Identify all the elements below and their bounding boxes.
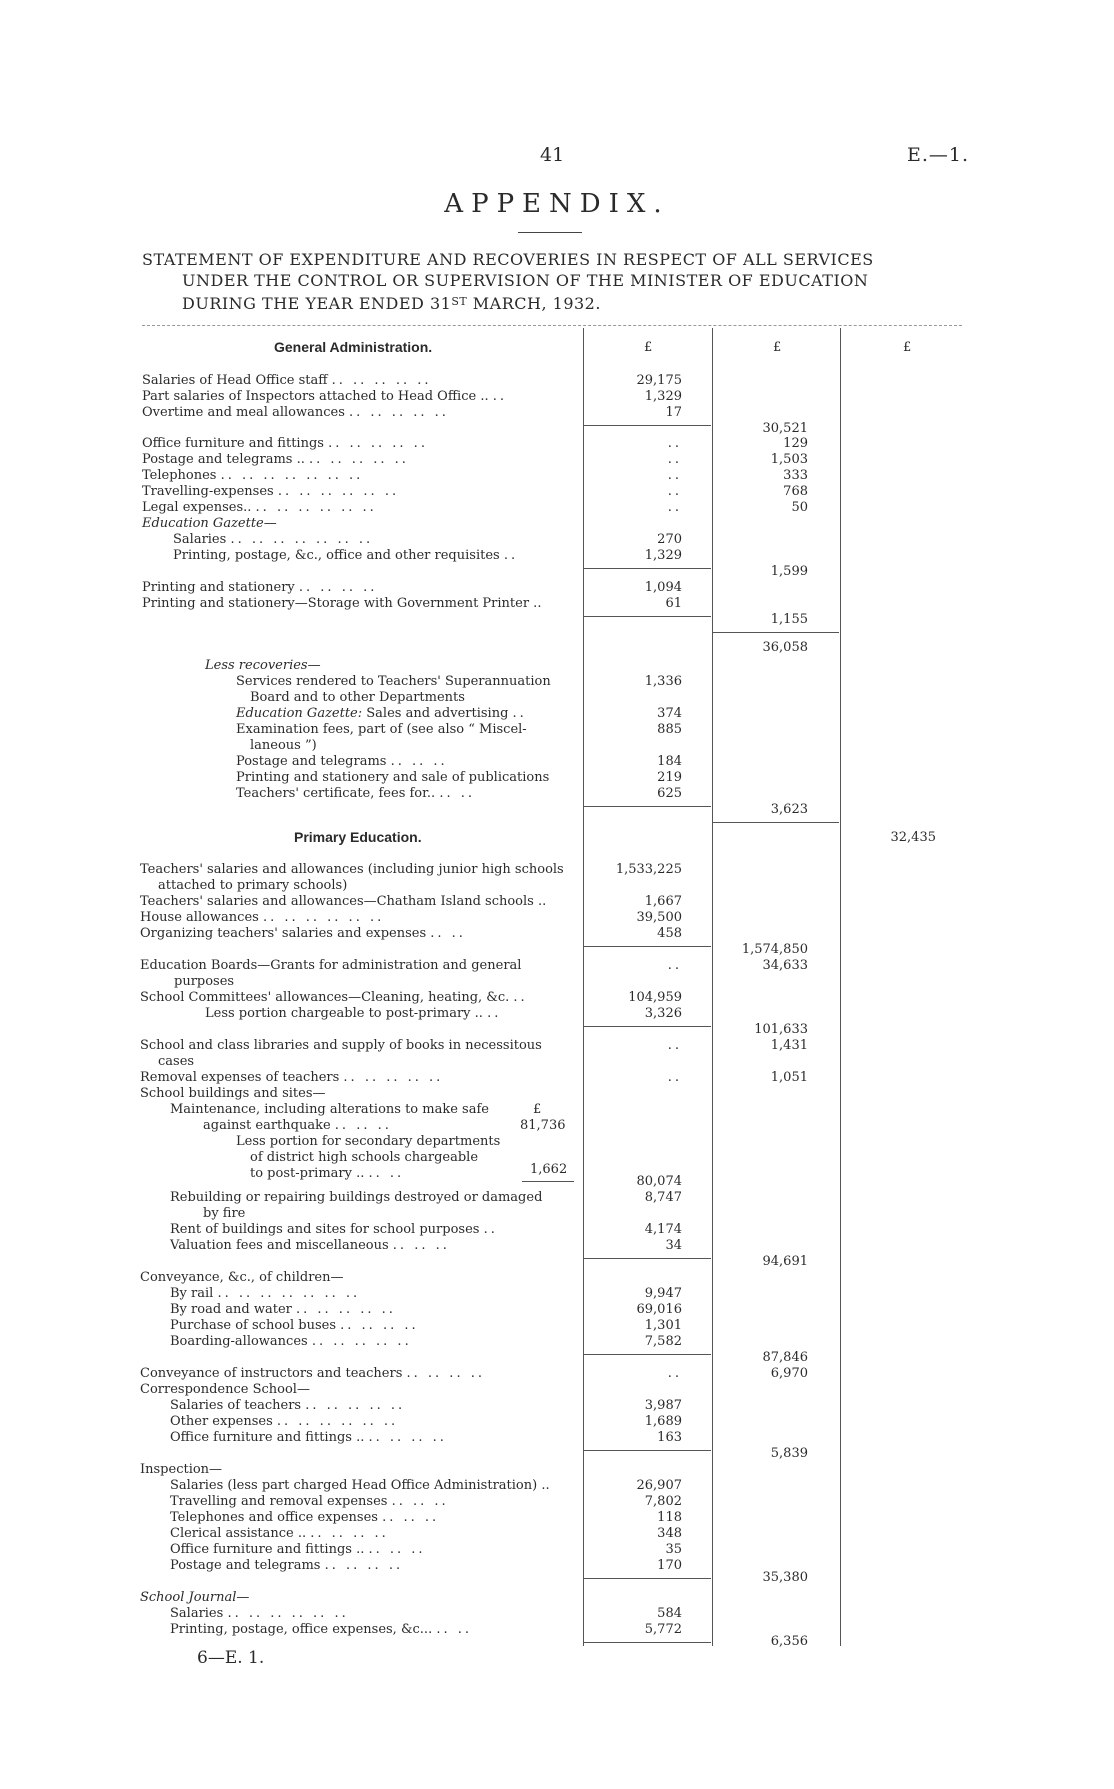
amount-b: 50 [791, 500, 808, 515]
total-rule [713, 632, 839, 633]
pound-header-c: £ [903, 340, 912, 355]
amount-b: 101,633 [754, 1022, 808, 1037]
amount-a: .. [667, 1038, 682, 1053]
row-label: Less portion for secondary departments [236, 1134, 501, 1149]
row-label: attached to primary schools) [158, 878, 348, 893]
row-label: Printing, postage, office expenses, &c... .. .. [170, 1622, 473, 1637]
row-label: laneous ”) [250, 738, 317, 753]
amount-a: 374 [657, 706, 682, 721]
amount-a: 29,175 [636, 373, 682, 388]
row-label: By road and water .. .. .. .. .. [170, 1302, 396, 1317]
pound-sign: £ [533, 1102, 542, 1117]
amount-a: 1,533,225 [615, 862, 682, 877]
row-label: Services rendered to Teachers' Superannuation [236, 674, 551, 689]
statement-line-2: UNDER THE CONTROL OR SUPERVISION OF THE MINISTER OF EDUCATION [182, 271, 869, 290]
amount-c: 32,435 [890, 830, 936, 845]
row-label: Salaries .. .. .. .. .. .. [170, 1606, 349, 1621]
row-label: Travelling and removal expenses .. .. .. [170, 1494, 449, 1509]
row-label: School Journal— [140, 1590, 250, 1605]
amount-b: 1,599 [770, 564, 808, 579]
row-label: Teachers' salaries and allowances (including junior high schools [140, 862, 564, 877]
row-label: Teachers' salaries and allowances—Chatham Island schools .. [140, 894, 547, 909]
row-label: Education Gazette— [142, 516, 277, 531]
amount-b: 6,356 [770, 1634, 808, 1649]
row-label: by fire [203, 1206, 246, 1221]
row-label: Postage and telegrams .. .. .. .. .. .. [142, 452, 409, 467]
subtotal-rule [584, 568, 711, 569]
subtotal-rule [584, 1450, 711, 1451]
row-label: Office furniture and fittings .. .. .. .. .. [142, 436, 428, 451]
amount-a: 219 [657, 770, 682, 785]
statement-line-1: STATEMENT OF EXPENDITURE AND RECOVERIES IN RESPECT OF ALL SERVICES [142, 250, 874, 269]
amount-a: .. [667, 1070, 682, 1085]
amount-a: .. [667, 484, 682, 499]
section-heading-primary: Primary Education. [294, 829, 422, 845]
amount-b: 1,155 [770, 612, 808, 627]
column-divider-a [583, 328, 584, 1646]
amount-a: .. [667, 1366, 682, 1381]
row-label: Education Gazette: Sales and advertising .. [236, 706, 527, 721]
row-label: Removal expenses of teachers .. .. .. .. .. [140, 1070, 444, 1085]
amount-b: 1,051 [770, 1070, 808, 1085]
amount-a: 5,772 [644, 1622, 682, 1637]
row-label: Rebuilding or repairing buildings destroyed or damaged [170, 1190, 543, 1205]
row-label: against earthquake .. .. .. [203, 1118, 392, 1133]
amount-a: .. [667, 468, 682, 483]
row-label: Rent of buildings and sites for school purposes .. [170, 1222, 498, 1237]
row-label: Part salaries of Inspectors attached to Head Office .. .. [142, 389, 507, 404]
amount-a: 458 [657, 926, 682, 941]
statement-title [142, 249, 972, 314]
row-label: Postage and telegrams .. .. .. [236, 754, 448, 769]
amount-a: 1,301 [644, 1318, 682, 1333]
row-label: Board and to other Departments [250, 690, 465, 705]
amount-a: 1,689 [644, 1414, 682, 1429]
subtotal-rule [584, 425, 711, 426]
amount-a: 118 [657, 1510, 682, 1525]
amount-a: 1,336 [644, 674, 682, 689]
row-label: House allowances .. .. .. .. .. .. [140, 910, 385, 925]
subtotal-rule [584, 1026, 711, 1027]
amount-a: 7,582 [644, 1334, 682, 1349]
row-label: Teachers' certificate, fees for.. .. .. [236, 786, 476, 801]
row-label: Clerical assistance .. .. .. .. .. [170, 1526, 389, 1541]
row-label: School Committees' allowances—Cleaning, heating, &c. .. [140, 990, 528, 1005]
pound-header-a: £ [644, 340, 653, 355]
row-label: Organizing teachers' salaries and expenses .. .. [140, 926, 466, 941]
amount-a: 625 [657, 786, 682, 801]
amount-a: 163 [657, 1430, 682, 1445]
page-number: 41 [540, 144, 565, 166]
amount-a: 3,987 [644, 1398, 682, 1413]
row-label: Telephones and office expenses .. .. .. [170, 1510, 440, 1525]
inline-amount: 1,662 [530, 1162, 568, 1177]
subtotal-rule [584, 1578, 711, 1579]
amount-a: 34 [665, 1238, 682, 1253]
amount-a: 4,174 [644, 1222, 682, 1237]
title-rule [518, 232, 582, 233]
row-label: Salaries of teachers .. .. .. .. .. [170, 1398, 406, 1413]
row-label: Conveyance of instructors and teachers .. .. .. .. [140, 1366, 485, 1381]
amount-b: 333 [783, 468, 808, 483]
amount-b: 35,380 [762, 1570, 808, 1585]
column-divider-c [840, 328, 841, 1646]
amount-b: 34,633 [762, 958, 808, 973]
row-label: Education Boards—Grants for administration and general [140, 958, 522, 973]
amount-a: .. [667, 500, 682, 515]
amount-a: 1,329 [644, 548, 682, 563]
amount-b: 1,574,850 [741, 942, 808, 957]
document-reference: E.—1. [907, 144, 970, 166]
amount-a: 885 [657, 722, 682, 737]
row-label: School buildings and sites— [140, 1086, 326, 1101]
row-label: Maintenance, including alterations to make safe [170, 1102, 489, 1117]
amount-a: 1,094 [644, 580, 682, 595]
row-label: Telephones .. .. .. .. .. .. .. [142, 468, 364, 483]
amount-a: 270 [657, 532, 682, 547]
amount-a: 7,802 [644, 1494, 682, 1509]
row-label: Purchase of school buses .. .. .. .. [170, 1318, 419, 1333]
row-label: cases [158, 1054, 195, 1069]
row-label: Salaries of Head Office staff .. .. .. .. .. [142, 373, 432, 388]
amount-a: 1,329 [644, 389, 682, 404]
row-label: purposes [174, 974, 235, 989]
subtotal-rule [584, 806, 711, 807]
row-label: Printing, postage, &c., office and other requisites .. [173, 548, 519, 563]
subtotal-rule [584, 1258, 711, 1259]
amount-b: 5,839 [770, 1446, 808, 1461]
amount-a: 9,947 [644, 1286, 682, 1301]
amount-b: 30,521 [762, 421, 808, 436]
row-label: Salaries (less part charged Head Office Administration) .. [170, 1478, 550, 1493]
pound-header-b: £ [773, 340, 782, 355]
amount-b: 87,846 [762, 1350, 808, 1365]
amount-b: 1,503 [770, 452, 808, 467]
subtotal-rule [584, 616, 711, 617]
subtotal-rule [584, 1354, 711, 1355]
amount-a: 61 [665, 596, 682, 611]
row-label: Boarding-allowances .. .. .. .. .. [170, 1334, 412, 1349]
amount-a: 39,500 [636, 910, 682, 925]
amount-a: 26,907 [636, 1478, 682, 1493]
row-label: Travelling-expenses .. .. .. .. .. .. [142, 484, 400, 499]
amount-a: 170 [657, 1558, 682, 1573]
footer-signature: 6—E. 1. [197, 1648, 265, 1668]
appendix-title: APPENDIX. [444, 189, 670, 219]
row-label: Legal expenses.. .. .. .. .. .. .. [142, 500, 377, 515]
amount-b: 768 [783, 484, 808, 499]
row-label: Examination fees, part of (see also “ Miscel- [236, 722, 527, 737]
inline-rule [522, 1181, 574, 1182]
subtotal-rule [584, 946, 711, 947]
row-label: Printing and stationery and sale of publications [236, 770, 550, 785]
inline-amount: 81,736 [520, 1118, 566, 1133]
row-label: Overtime and meal allowances .. .. .. .. .. [142, 405, 449, 420]
row-label: Office furniture and fittings .. .. .. .. [170, 1542, 426, 1557]
row-label: to post-primary .. .. .. [250, 1166, 405, 1181]
row-label: Inspection— [140, 1462, 223, 1477]
row-label: Less recoveries— [205, 658, 321, 673]
amount-a: 17 [665, 405, 682, 420]
row-label: Postage and telegrams .. .. .. .. [170, 1558, 404, 1573]
amount-a: 1,667 [644, 894, 682, 909]
amount-a: .. [667, 452, 682, 467]
amount-a: 35 [665, 1542, 682, 1557]
amount-a: 184 [657, 754, 682, 769]
amount-b: 129 [783, 436, 808, 451]
total-rule [713, 822, 839, 823]
subtotal-rule [584, 1642, 711, 1643]
row-label: Other expenses .. .. .. .. .. .. [170, 1414, 399, 1429]
statement-line-3: DURING THE YEAR ENDED 31ST MARCH, 1932. [182, 294, 601, 313]
amount-b: 36,058 [762, 640, 808, 655]
amount-a: 348 [657, 1526, 682, 1541]
amount-a: 80,074 [636, 1174, 682, 1189]
amount-a: .. [667, 958, 682, 973]
row-label: Less portion chargeable to post-primary .. .. [205, 1006, 502, 1021]
row-label: Office furniture and fittings .. .. .. .. .. [170, 1430, 447, 1445]
row-label: of district high schools chargeable [250, 1150, 479, 1165]
table-top-rule [142, 325, 962, 326]
row-label: Printing and stationery .. .. .. .. [142, 580, 378, 595]
amount-a: 3,326 [644, 1006, 682, 1021]
amount-b: 6,970 [770, 1366, 808, 1381]
amount-a: 69,016 [636, 1302, 682, 1317]
amount-b: 1,431 [770, 1038, 808, 1053]
amount-b: 3,623 [770, 802, 808, 817]
row-label: Conveyance, &c., of children— [140, 1270, 344, 1285]
amount-b: 94,691 [762, 1254, 808, 1269]
row-label: By rail .. .. .. .. .. .. .. [170, 1286, 361, 1301]
amount-a: 8,747 [644, 1190, 682, 1205]
amount-a: .. [667, 436, 682, 451]
row-label: School and class libraries and supply of books in necessitous [140, 1038, 542, 1053]
amount-a: 584 [657, 1606, 682, 1621]
row-label: Valuation fees and miscellaneous .. .. .. [170, 1238, 450, 1253]
amount-a: 104,959 [628, 990, 682, 1005]
row-label: Correspondence School— [140, 1382, 310, 1397]
row-label: Printing and stationery—Storage with Government Printer .. [142, 596, 542, 611]
row-label: Salaries .. .. .. .. .. .. .. [173, 532, 374, 547]
section-heading-general: General Administration. [274, 339, 433, 355]
